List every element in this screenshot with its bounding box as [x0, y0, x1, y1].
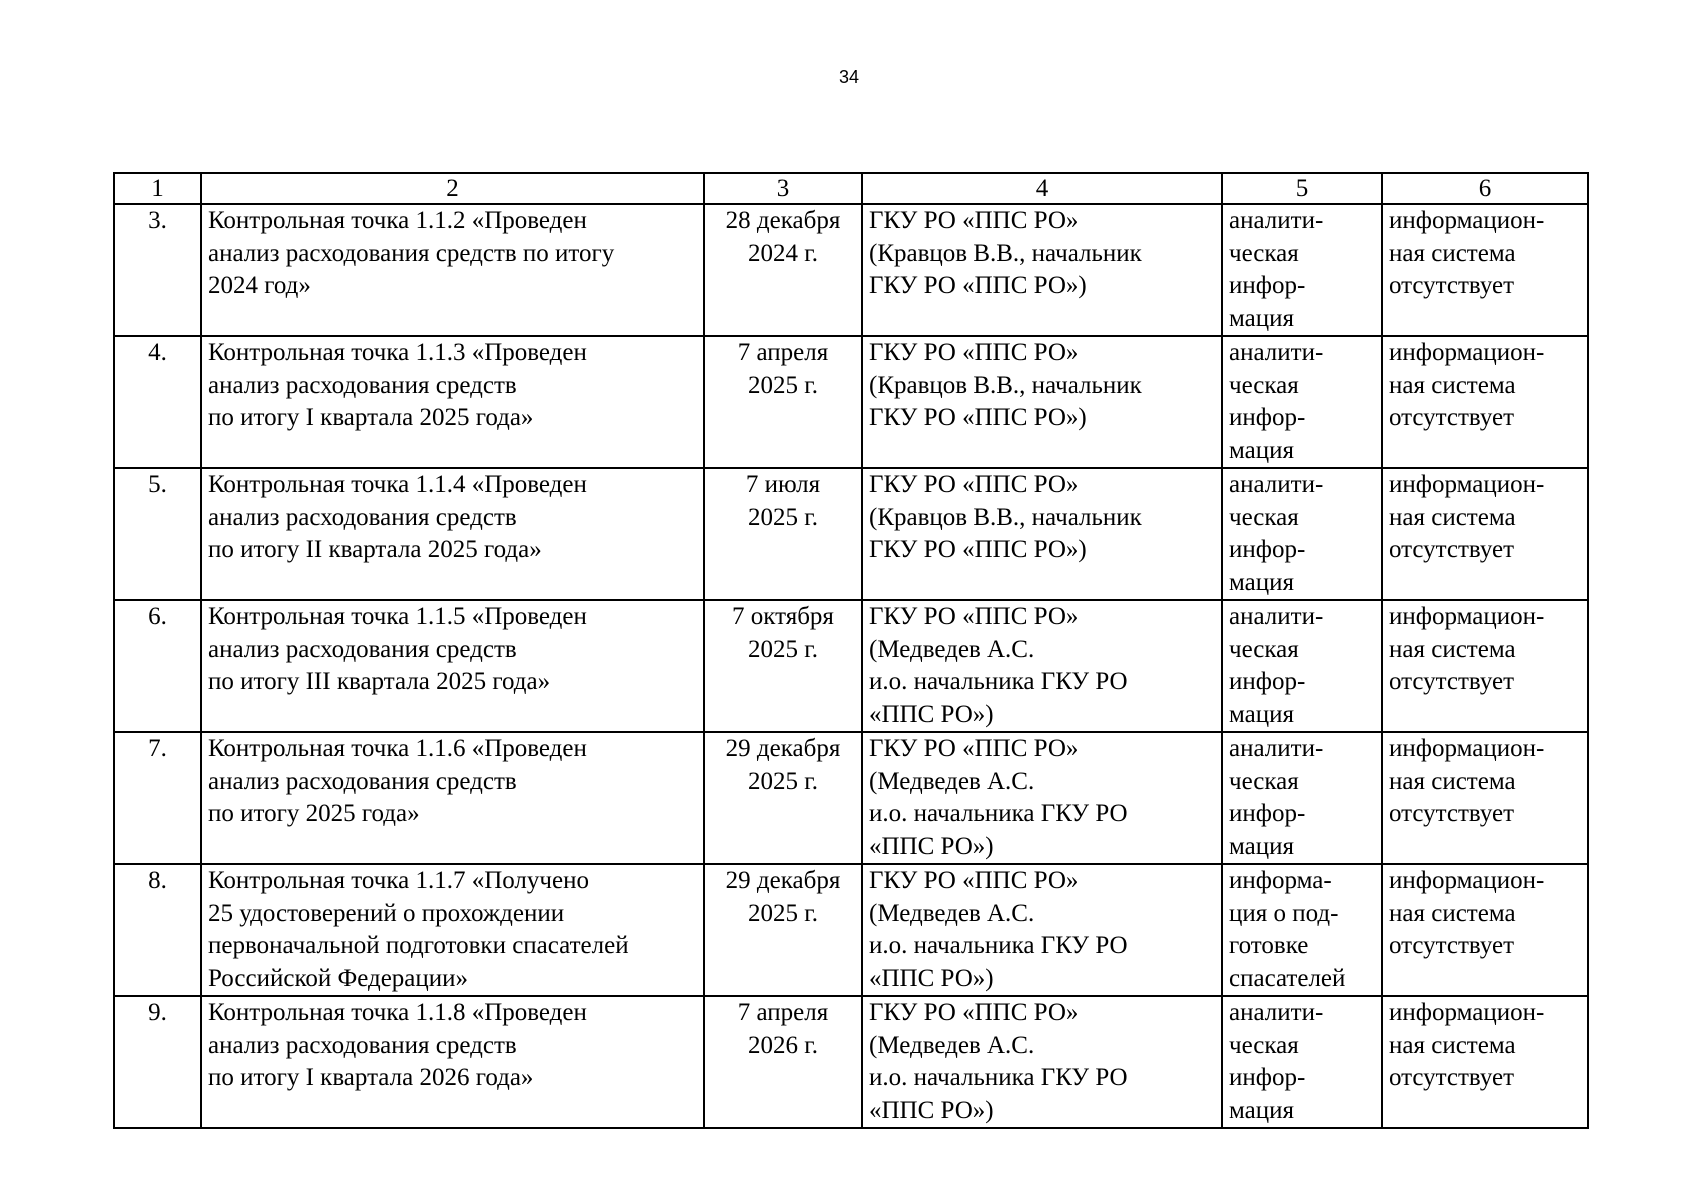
table-row	[114, 864, 1588, 996]
table-row	[114, 468, 1588, 600]
info-system-cell	[1382, 732, 1588, 864]
row-number-cell	[114, 600, 201, 732]
event-cell	[201, 336, 704, 468]
row-number-cell-text: 8.	[148, 867, 167, 894]
event-cell-text: Контрольная точка 1.1.3 «Проведен анализ расходования средств по итогу I квартала 2025 года»	[208, 339, 587, 431]
document-type-cell-text: аналити- ческая инфор- мация	[1229, 339, 1324, 464]
info-system-cell	[1382, 996, 1588, 1128]
date-cell	[704, 204, 862, 336]
date-cell-text: 28 декабря 2024 г.	[725, 207, 841, 267]
row-number-cell	[114, 864, 201, 996]
responsible-cell-text: ГКУ РО «ППС РО» (Кравцов В.В., начальник ГКУ РО «ППС РО»)	[869, 207, 1142, 299]
info-system-cell	[1382, 468, 1588, 600]
event-cell	[201, 996, 704, 1128]
date-cell	[704, 864, 862, 996]
date-cell	[704, 468, 862, 600]
info-system-cell	[1382, 600, 1588, 732]
table-row	[114, 600, 1588, 732]
info-system-cell-text: информацион- ная система отсутствует	[1389, 867, 1545, 959]
row-number-cell-text: 7.	[148, 735, 167, 762]
document-type-cell	[1222, 600, 1382, 732]
responsible-cell	[862, 468, 1222, 600]
date-cell-text: 29 декабря 2025 г.	[725, 867, 841, 927]
responsible-cell-text: ГКУ РО «ППС РО» (Кравцов В.В., начальник ГКУ РО «ППС РО»)	[869, 471, 1142, 563]
column-header: 6	[1382, 173, 1588, 204]
info-system-cell-text: информацион- ная система отсутствует	[1389, 735, 1545, 827]
info-system-cell-text: информацион- ная система отсутствует	[1389, 471, 1545, 563]
document-type-cell	[1222, 336, 1382, 468]
date-cell	[704, 996, 862, 1128]
document-type-cell-text: аналити- ческая инфор- мация	[1229, 603, 1324, 728]
responsible-cell-text: ГКУ РО «ППС РО» (Медведев А.С. и.о. начальника ГКУ РО «ППС РО»)	[869, 603, 1128, 728]
date-cell-text: 7 июля 2025 г.	[745, 471, 821, 531]
document-type-cell-text: аналити- ческая инфор- мация	[1229, 735, 1324, 860]
document-type-cell-text: аналити- ческая инфор- мация	[1229, 999, 1324, 1124]
event-cell-text: Контрольная точка 1.1.6 «Проведен анализ расходования средств по итогу 2025 года»	[208, 735, 587, 827]
row-number-cell	[114, 336, 201, 468]
page-number: 34	[838, 67, 860, 87]
info-system-cell-text: информацион- ная система отсутствует	[1389, 207, 1545, 299]
info-system-cell	[1382, 864, 1588, 996]
date-cell-text: 29 декабря 2025 г.	[725, 735, 841, 795]
responsible-cell	[862, 864, 1222, 996]
responsible-cell-text: ГКУ РО «ППС РО» (Медведев А.С. и.о. начальника ГКУ РО «ППС РО»)	[869, 867, 1128, 992]
table-row	[114, 204, 1588, 336]
event-cell-text: Контрольная точка 1.1.4 «Проведен анализ расходования средств по итогу II квартала 2025 года»	[208, 471, 587, 563]
table-header-row	[114, 173, 1588, 204]
event-cell-text: Контрольная точка 1.1.5 «Проведен анализ расходования средств по итогу III квартала 2025 года»	[208, 603, 587, 695]
row-number-cell	[114, 732, 201, 864]
responsible-cell	[862, 600, 1222, 732]
document-type-cell	[1222, 732, 1382, 864]
row-number-cell	[114, 204, 201, 336]
responsible-cell	[862, 732, 1222, 864]
row-number-cell-text: 5.	[148, 471, 167, 498]
responsible-cell	[862, 204, 1222, 336]
event-cell	[201, 864, 704, 996]
event-cell	[201, 600, 704, 732]
document-type-cell-text: аналити- ческая инфор- мация	[1229, 471, 1324, 596]
document-type-cell	[1222, 864, 1382, 996]
row-number-cell-text: 4.	[148, 339, 167, 366]
info-system-cell-text: информацион- ная система отсутствует	[1389, 999, 1545, 1091]
event-cell-text: Контрольная точка 1.1.7 «Получено 25 удостоверений о прохождении первоначальной подготовки спасателей Российской Федерации»	[208, 867, 629, 992]
document-type-cell-text: аналити- ческая инфор- мация	[1229, 207, 1324, 332]
event-cell	[201, 204, 704, 336]
event-cell-text: Контрольная точка 1.1.2 «Проведен анализ расходования средств по итогу 2024 год»	[208, 207, 615, 299]
info-system-cell-text: информацион- ная система отсутствует	[1389, 603, 1545, 695]
column-header: 4	[862, 173, 1222, 204]
date-cell	[704, 600, 862, 732]
info-system-cell	[1382, 204, 1588, 336]
event-cell	[201, 468, 704, 600]
info-system-cell	[1382, 336, 1588, 468]
responsible-cell	[862, 336, 1222, 468]
date-cell-text: 7 апреля 2026 г.	[737, 999, 829, 1059]
row-number-cell	[114, 996, 201, 1128]
date-cell	[704, 732, 862, 864]
document-type-cell	[1222, 204, 1382, 336]
responsible-cell-text: ГКУ РО «ППС РО» (Медведев А.С. и.о. начальника ГКУ РО «ППС РО»)	[869, 735, 1128, 860]
row-number-cell-text: 9.	[148, 999, 167, 1026]
column-header: 5	[1222, 173, 1382, 204]
row-number-cell-text: 6.	[148, 603, 167, 630]
date-cell	[704, 336, 862, 468]
column-header: 3	[704, 173, 862, 204]
document-type-cell-text: информа- ция о под- готовке спасателей	[1229, 867, 1346, 992]
event-cell	[201, 732, 704, 864]
info-system-cell-text: информацион- ная система отсутствует	[1389, 339, 1545, 431]
row-number-cell	[114, 468, 201, 600]
row-number-cell-text: 3.	[148, 207, 167, 234]
table-row	[114, 732, 1588, 864]
table-row	[114, 336, 1588, 468]
responsible-cell-text: ГКУ РО «ППС РО» (Медведев А.С. и.о. начальника ГКУ РО «ППС РО»)	[869, 999, 1128, 1124]
date-cell-text: 7 октября 2025 г.	[732, 603, 834, 663]
control-points-table	[113, 172, 1589, 1129]
event-cell-text: Контрольная точка 1.1.8 «Проведен анализ расходования средств по итогу I квартала 2026 года»	[208, 999, 587, 1091]
responsible-cell	[862, 996, 1222, 1128]
document-type-cell	[1222, 996, 1382, 1128]
date-cell-text: 7 апреля 2025 г.	[737, 339, 829, 399]
table-row	[114, 996, 1588, 1128]
document-type-cell	[1222, 468, 1382, 600]
column-header: 2	[201, 173, 704, 204]
column-header: 1	[114, 173, 201, 204]
responsible-cell-text: ГКУ РО «ППС РО» (Кравцов В.В., начальник ГКУ РО «ППС РО»)	[869, 339, 1142, 431]
